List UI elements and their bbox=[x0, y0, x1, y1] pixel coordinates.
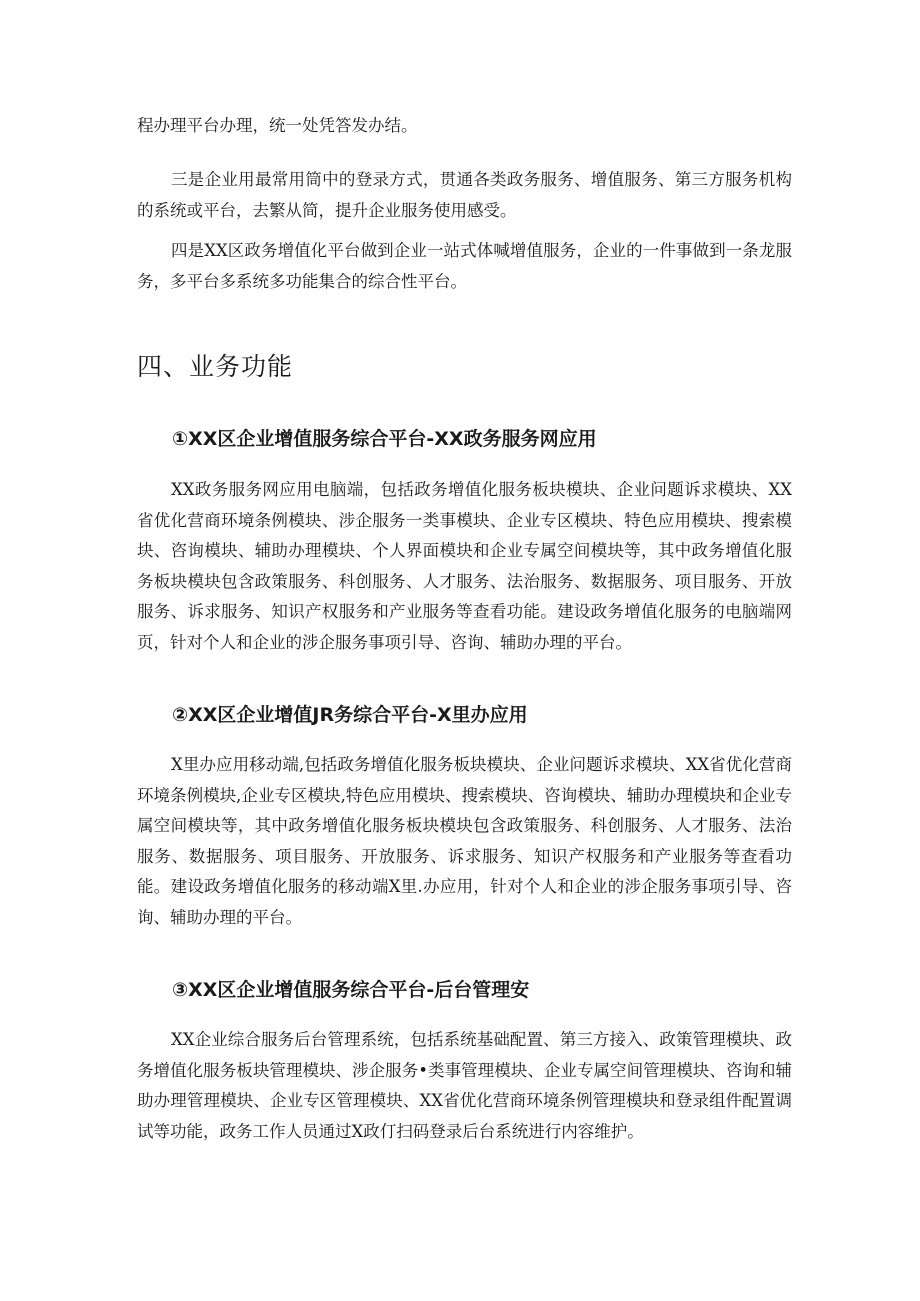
item-heading-1: ①XX区企业增值服务综合平台-XX政务服务网应用 bbox=[172, 428, 597, 450]
section-title: 四、业务功能 bbox=[137, 352, 294, 381]
item-heading-2: ②XX区企业增值JR务综合平台-X里办应用 bbox=[172, 704, 528, 726]
item-body-1: XX政务服务网应用电脑端，包括政务增值化服务板块模块、企业问题诉求模块、XX省优化营商环境条例模块、涉企服务一类事模块、企业专区模块、特色应用模块、搜索模块、咨询模块、辅助办理模块、个人界面模块和企业专属空间模块等，其中政务增值化服务板块模块包含政策服务、科创服务、人才服务、法治服务、数据服务、项目服务、开放服务、诉求服务、知识产权服务和产业服务等查看功能。建设政务增值化服务的电脑端网页，针对个人和企业的涉企服务事项引导、咨询、辅助办理的平台。 bbox=[137, 480, 792, 652]
paragraph-point-four: 四是XX区政务增值化平台做到企业一站式体喊增值服务，企业的一件事做到一条龙服务，多平台多系统多功能集合的综合性平台。 bbox=[137, 241, 792, 291]
item-body-2: X里办应用移动端,包括政务增值化服务板块模块、企业问题诉求模块、XX省优化营商环境条例模块,企业专区模块,特色应用模块、搜索模块、咨询模块、辅助办理模块和企业专属空间模块等，其中政务增值化服务板块模块包含政策服务、科创服务、人才服务、法治服务、数据服务、项目服务、开放服务、诉求服务、知识产权服务和产业服务等查看功能。建设政务增值化服务的移动端X里.办应用，针对个人和企业的涉企服务事项引导、咨询、辅助办理的平台。 bbox=[137, 755, 792, 927]
paragraph-continuation: 程办理平台办理，统一处凭答发办结。 bbox=[137, 116, 418, 135]
paragraph-point-three: 三是企业用最常用筒中的登录方式，贯通各类政务服务、增值服务、第三方服务机构的系统或平台，去繁从简，提升企业服务使用感受。 bbox=[137, 170, 792, 220]
item-body-3: XX企业综合服务后台管理系统，包括系统基础配置、第三方接入、政策管理模块、政务增值化服务板块管理模块、涉企服务•类事管理模块、企业专属空间管理模块、咨询和辅助办理管理模块、企业专区管理模块、XX省优化营商环境条例管理模块和登录组件配置调试等功能，政务工作人员通过X政仃扫码登录后台系统进行内容维护。 bbox=[137, 1030, 792, 1141]
item-heading-3: ③XX区企业增值服务综合平台-后台管理安 bbox=[172, 979, 530, 1001]
